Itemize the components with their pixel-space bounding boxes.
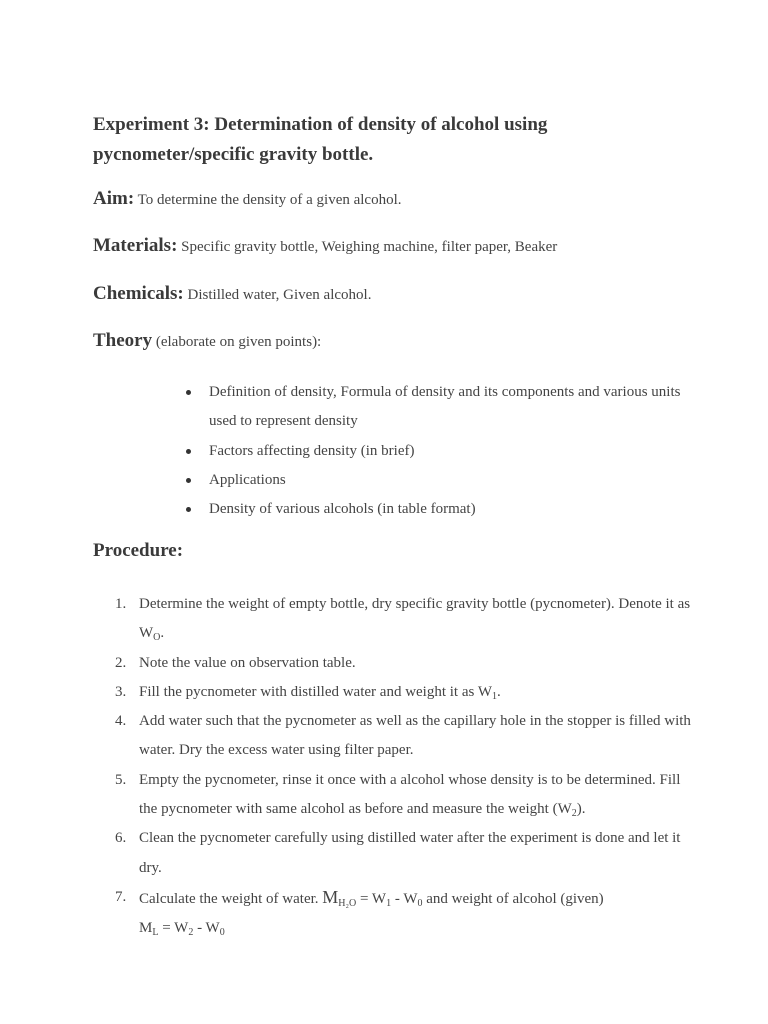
- alcohol-mass-symbol: M: [139, 920, 153, 937]
- list-item: 1. Determine the weight of empty bottle, dry specific gravity bottle (pycnometer). Denote it as $W_O$.: [93, 590, 693, 649]
- theory-line: [93, 330, 321, 352]
- materials-line: [93, 235, 557, 257]
- list-item: Applications: [93, 466, 693, 495]
- step-number: 2.: [115, 654, 127, 671]
- step-number: 4.: [115, 713, 127, 730]
- bullet-icon: [186, 449, 191, 454]
- chemicals-line: [93, 283, 371, 305]
- bullet-icon: [186, 390, 191, 395]
- materials-text: Specific gravity bottle, Weighing machine, filter paper, Beaker: [181, 239, 558, 255]
- bullet-icon: [186, 507, 191, 512]
- bullet-icon: [186, 478, 191, 483]
- document-title: Experiment 3: Determination of density of alcohol using pycnometer/specific gravity bottle.: [93, 114, 548, 165]
- theory-label: Theory: [93, 330, 153, 351]
- chemicals-text: Distilled water, Given alcohol.: [187, 287, 372, 303]
- list-item: 5. Empty the pycnometer, rinse it once with a alcohol whose density is to be determined. Fill the pycnometer with same alcohol as before and measure the weight $(W_2)$.: [93, 766, 693, 825]
- theory-points-list: [93, 378, 693, 524]
- list-item: 7. Calculate the weight of water. $M_{H_2O} = W_1 - W_0$ and weight of alcohol (given) $M_L = W_2 - W_0$: [93, 883, 693, 944]
- aim-label: Aim:: [93, 188, 135, 209]
- aim-line: [93, 188, 402, 210]
- chemicals-label: Chemicals:: [93, 283, 184, 304]
- list-item: 3. Fill the pycnometer with distilled water and weight it as $W_1$.: [93, 678, 693, 707]
- step-number: 3.: [115, 683, 127, 700]
- theory-note: (elaborate on given points):: [155, 334, 322, 350]
- step-number: 7.: [115, 888, 127, 905]
- step-number: 6.: [115, 830, 127, 847]
- step-number: 1.: [115, 596, 127, 612]
- list-item: Definition of density, Formula of density and its components and various units used to represent density: [93, 378, 693, 437]
- water-mass-symbol: M: [322, 886, 339, 907]
- list-item: Factors affecting density (in brief): [93, 437, 693, 466]
- materials-label: Materials:: [93, 235, 178, 256]
- list-item: 2. Note the value on observation table.: [93, 649, 693, 678]
- aim-text: To determine the density of a given alcohol.: [137, 192, 402, 208]
- step-number: 5.: [115, 771, 127, 788]
- list-item: Density of various alcohols (in table format): [93, 495, 693, 524]
- procedure-steps-list: [93, 590, 693, 944]
- list-item: 6. Clean the pycnometer carefully using distilled water after the experiment is done and let it dry.: [93, 824, 693, 883]
- procedure-heading: Procedure:: [93, 540, 184, 561]
- list-item: 4. Add water such that the pycnometer as well as the capillary hole in the stopper is filled with water. Dry the excess water using filter paper.: [93, 707, 693, 766]
